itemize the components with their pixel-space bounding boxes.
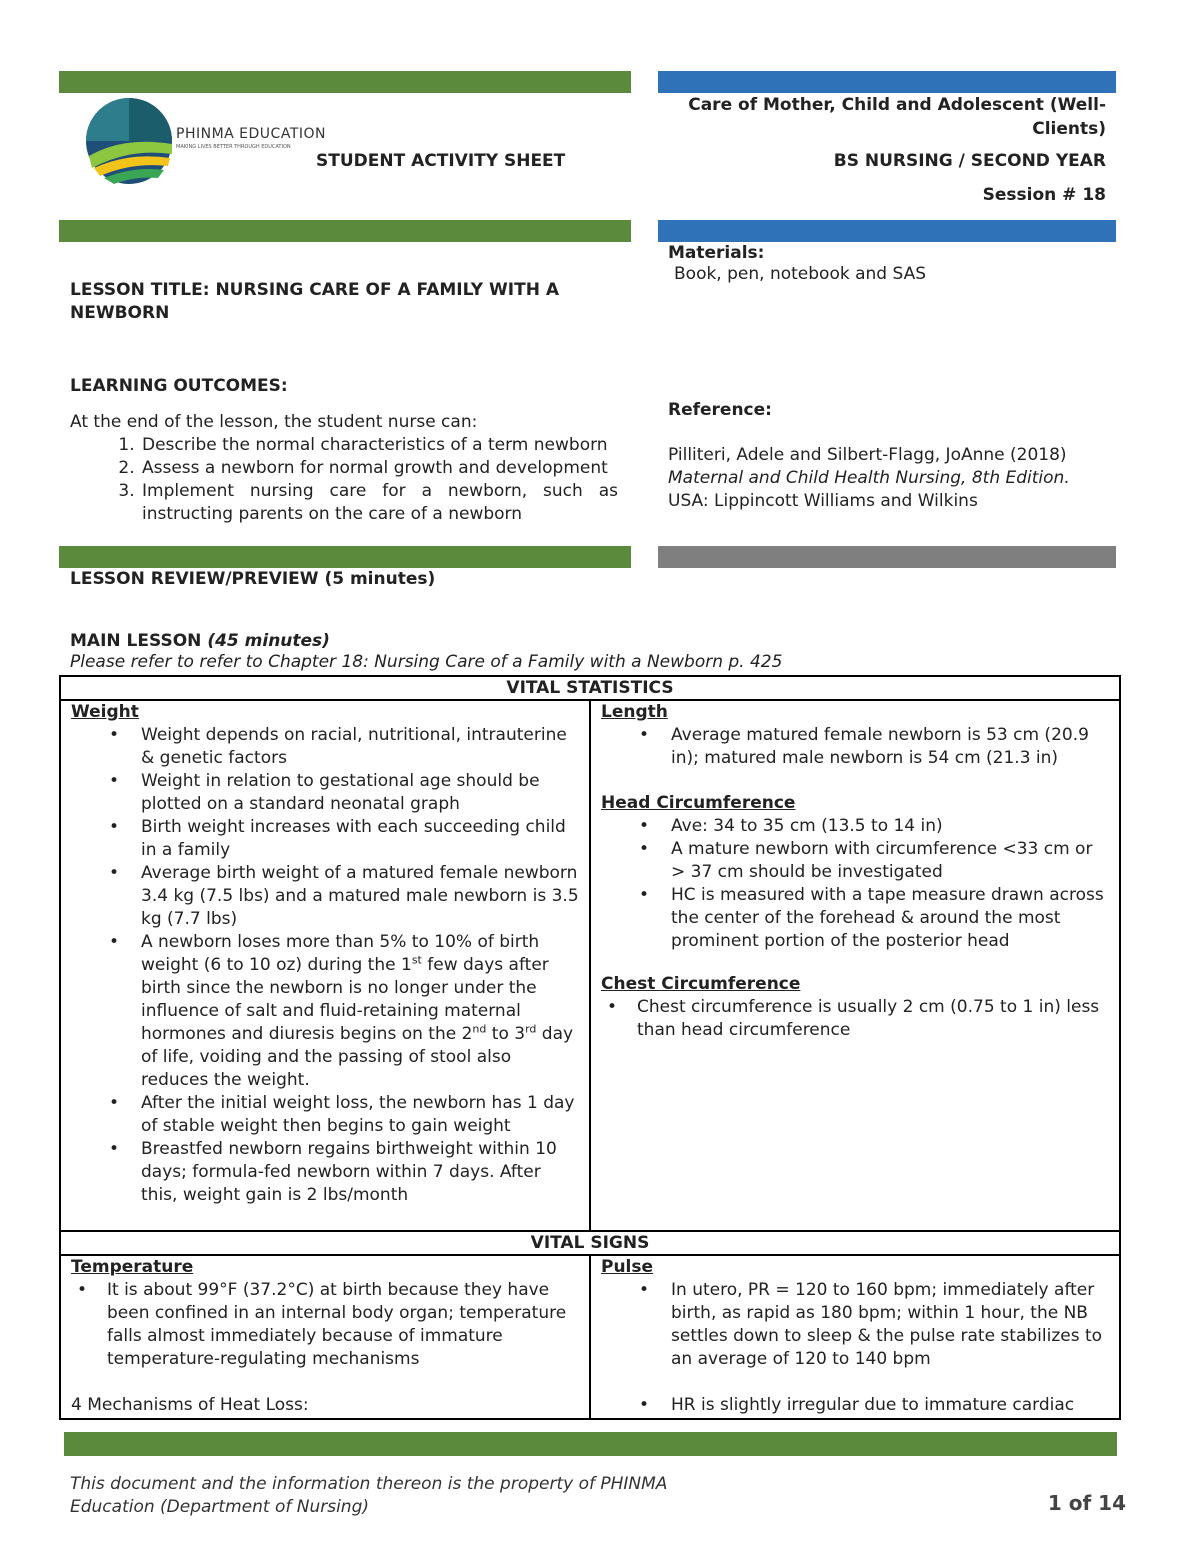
- list-item: • HR is slightly irregular due to immature cardiac: [671, 1394, 1109, 1417]
- list-item: • Birth weight increases with each succeeding child in a family: [141, 816, 579, 862]
- main-lesson-label: MAIN LESSON: [70, 631, 208, 651]
- logo-text: PHINMA EDUCATION: [176, 126, 326, 142]
- program-label: BS NURSING / SECOND YEAR: [833, 151, 1106, 171]
- main-lesson-minutes: (45 minutes): [207, 631, 330, 651]
- reference-heading: Reference:: [668, 400, 772, 420]
- materials-text: Book, pen, notebook and SAS: [674, 264, 927, 284]
- footer-disclaimer: This document and the information thereon is the property of PHINMA Education (Department of Nursing): [70, 1474, 668, 1517]
- outcome-item: 1. Describe the normal characteristics of a term newborn: [140, 434, 618, 457]
- reference-book: Maternal and Child Health Nursing, 8th Edition.: [668, 468, 1070, 488]
- section-bar-left: [59, 546, 631, 568]
- temperature-heading: Temperature: [71, 1257, 194, 1277]
- main-lesson-heading: [70, 631, 330, 651]
- length-list: [601, 724, 1109, 770]
- chest-circumference-list: [601, 996, 1109, 1042]
- outcomes-intro: At the end of the lesson, the student nurse can:: [70, 412, 478, 432]
- header-bar-left-bottom: [59, 220, 631, 242]
- logo-tagline: MAKING LIVES BETTER THROUGH EDUCATION: [176, 144, 291, 150]
- review-heading: LESSON REVIEW/PREVIEW (5 minutes): [70, 569, 436, 589]
- reference-authors: Pilliteri, Adele and Silbert-Flagg, JoAnne (2018): [668, 445, 1067, 465]
- header-bar-right-top: [658, 71, 1116, 93]
- pulse-heading: Pulse: [601, 1257, 654, 1277]
- temperature-cell: [60, 1255, 590, 1419]
- page-number: 1 of 14: [1047, 1491, 1126, 1515]
- list-item: • A newborn loses more than 5% to 10% of birth weight (6 to 10 oz) during the 1st few days after birth since the newborn is no longer under the influence of salt and fluid-retaining maternal hormones and diuresis begins on the 2nd to 3rd day of life, voiding and the passing of stool also reduces the weight.: [141, 931, 579, 1092]
- header-bar-left-top: [59, 71, 631, 93]
- list-item: • Weight in relation to gestational age should be plotted on a standard neonatal graph: [141, 770, 579, 816]
- vital-signs-heading: VITAL SIGNS: [60, 1231, 1120, 1255]
- outcomes-heading: LEARNING OUTCOMES:: [70, 376, 288, 396]
- session-label: Session # 18: [982, 185, 1106, 205]
- main-lesson-instruction: Please refer to refer to Chapter 18: Nursing Care of a Family with a Newborn p. 425: [70, 652, 783, 672]
- list-item: • HC is measured with a tape measure drawn across the center of the forehead & around the most prominent portion of the posterior head: [671, 884, 1109, 953]
- lesson-title: [70, 279, 610, 325]
- list-item: • Chest circumference is usually 2 cm (0.75 to 1 in) less than head circumference: [637, 996, 1109, 1042]
- lesson-title-value: : NURSING CARE OF A FAMILY WITH A NEWBORN: [70, 280, 560, 323]
- list-item: • Average birth weight of a matured female newborn 3.4 kg (7.5 lbs) and a matured male newborn is 3.5 kg (7.7 lbs): [141, 862, 579, 931]
- reference-publisher: USA: Lippincott Williams and Wilkins: [668, 491, 978, 511]
- materials-heading: Materials:: [668, 243, 765, 263]
- footer-bar: [64, 1432, 1117, 1456]
- outcome-item: 2. Assess a newborn for normal growth and development: [140, 457, 618, 480]
- pulse-cell: [590, 1255, 1120, 1419]
- sheet-title: STUDENT ACTIVITY SHEET: [316, 151, 566, 171]
- lesson-title-label: LESSON TITLE: [70, 280, 203, 300]
- lesson-table: [59, 675, 1121, 1420]
- pulse-list: [601, 1279, 1109, 1417]
- header-bar-right-bottom: [658, 220, 1116, 242]
- length-heading: Length: [601, 702, 668, 722]
- list-item: • Average matured female newborn is 53 cm (20.9 in); matured male newborn is 54 cm (21.3 in): [671, 724, 1109, 770]
- head-circumference-list: [601, 815, 1109, 953]
- list-item: • Ave: 34 to 35 cm (13.5 to 14 in): [671, 815, 1109, 838]
- chest-circumference-heading: Chest Circumference: [601, 974, 801, 994]
- reference-section: [668, 444, 1106, 513]
- weight-cell: [60, 700, 590, 1231]
- section-bar-right: [658, 546, 1116, 568]
- temperature-list: [71, 1279, 579, 1371]
- phinma-logo: [84, 96, 324, 188]
- weight-list: [71, 724, 579, 1207]
- list-item: • A mature newborn with circumference <33 cm or > 37 cm should be investigated: [671, 838, 1109, 884]
- vital-statistics-heading: VITAL STATISTICS: [60, 676, 1120, 700]
- measurements-cell: [590, 700, 1120, 1231]
- list-item: • Weight depends on racial, nutritional, intrauterine & genetic factors: [141, 724, 579, 770]
- outcomes-list: [70, 434, 618, 526]
- list-item: • In utero, PR = 120 to 160 bpm; immediately after birth, as rapid as 180 bpm; within 1 hour, the NB settles down to sleep & the pulse rate stabilizes to an average of 120 to 140 bpm: [671, 1279, 1109, 1371]
- course-title: Care of Mother, Child and Adolescent (Well-Clients): [688, 95, 1106, 139]
- outcomes-section: [70, 411, 618, 526]
- head-circumference-heading: Head Circumference: [601, 793, 796, 813]
- logo-emblem-icon: [84, 96, 174, 186]
- list-item: • Breastfed newborn regains birthweight within 10 days; formula-fed newborn within 7 days. After this, weight gain is 2 lbs/month: [141, 1138, 579, 1207]
- outcome-item: 3. Implement nursing care for a newborn, such as instructing parents on the care of a newborn: [140, 480, 618, 526]
- list-item: • It is about 99°F (37.2°C) at birth because they have been confined in an internal body organ; temperature falls almost immediately because of immature temperature-regulating mechanisms: [107, 1279, 579, 1371]
- heat-loss-mechanisms: 4 Mechanisms of Heat Loss:: [71, 1395, 309, 1415]
- weight-heading: Weight: [71, 702, 139, 722]
- list-item: • After the initial weight loss, the newborn has 1 day of stable weight then begins to gain weight: [141, 1092, 579, 1138]
